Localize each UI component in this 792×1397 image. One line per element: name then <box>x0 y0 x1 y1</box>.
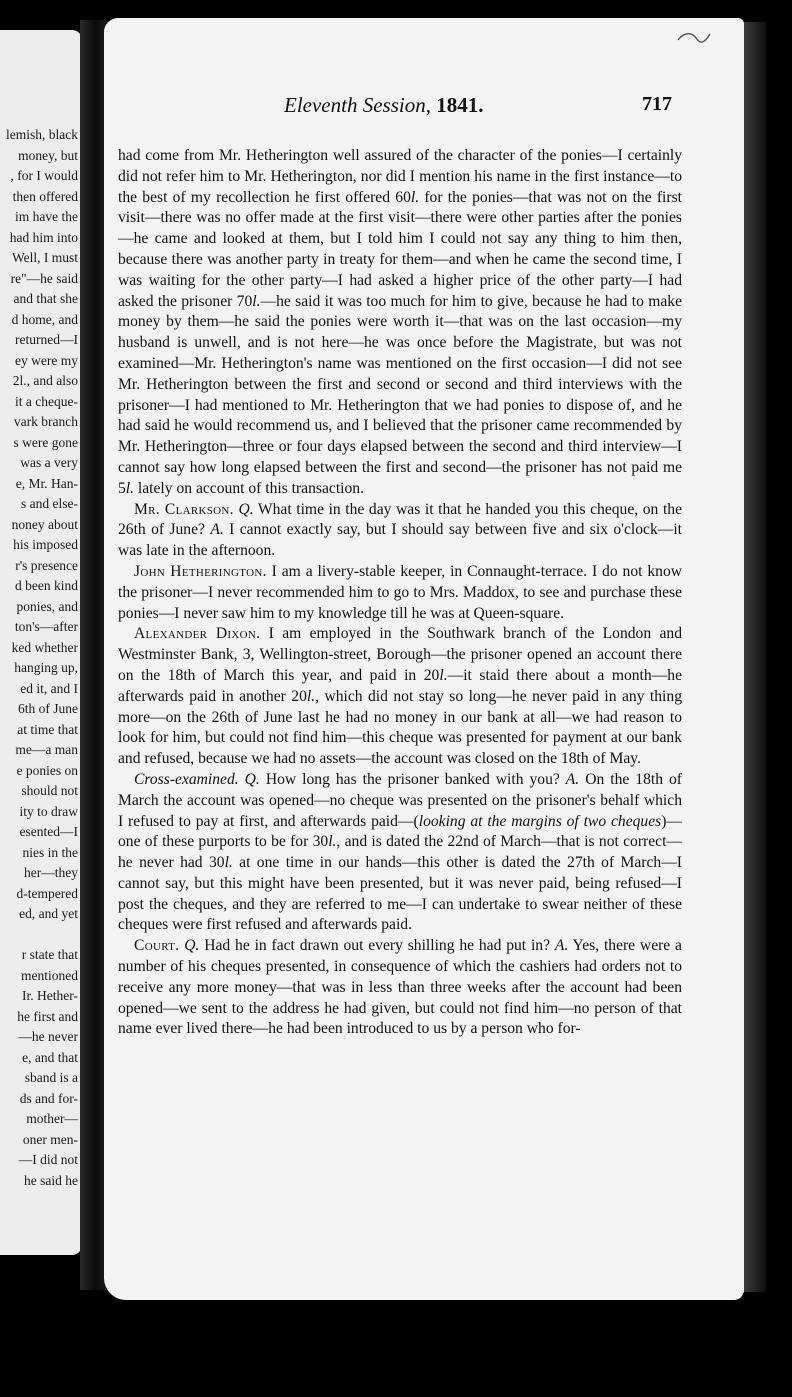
text-run: How long has the prisoner banked with you? <box>259 770 566 788</box>
left-page-line: r's presence <box>15 557 78 573</box>
paragraph <box>118 500 682 562</box>
text-run: , and is dated the 22nd of March—that is not correct—he never had 30 <box>118 833 683 872</box>
left-page-line: hanging up, <box>14 660 78 675</box>
left-page-line: noney about <box>11 516 78 532</box>
left-page-line: should not <box>21 783 78 798</box>
left-page-line: his imposed <box>13 537 78 552</box>
left-page-line: he first and <box>17 1008 78 1024</box>
text-run: for the ponies—that was not on the first visit—there was no offer made at the first visit—there were other parties after the ponies—he came and looked at them, but I told him I could not say any thing to him then, because there was another party in treaty for them—and when he came the second time, I was waiting for the other party—I had asked a higher price of the other party—I had asked the prisoner 70 <box>118 188 682 310</box>
left-page-line: ponies, and <box>16 598 78 614</box>
text-run: Q. <box>184 937 200 955</box>
left-page-line: sband is a <box>24 1070 78 1085</box>
left-page-line: mother— <box>26 1111 78 1126</box>
text-run: looking at the margins of two cheques <box>418 812 662 830</box>
running-head: Eleventh Session, 1841. <box>284 93 484 117</box>
left-page-line: e, and that <box>22 1049 78 1065</box>
left-page-line: returned—I <box>15 332 78 347</box>
left-page-line: was a very <box>20 455 78 470</box>
text-run: A. <box>210 521 224 539</box>
text-run: I cannot exactly say, but I should say between five and six o'clock—it was late in the afternoon. <box>118 521 683 560</box>
pencil-mark-icon <box>674 28 714 48</box>
book-page-edge <box>744 22 766 1292</box>
left-page-line: e, Mr. Han- <box>15 475 78 491</box>
left-page-line: ked whether <box>11 639 78 655</box>
text-run: A. <box>565 770 580 788</box>
left-page-line: ed it, and I <box>20 680 78 696</box>
left-page-line: esented—I <box>19 824 78 839</box>
left-page-line: ed, and yet <box>19 906 78 921</box>
text-run: Q. <box>238 500 254 518</box>
speaker-name: Mr. Clarkson. <box>134 500 234 518</box>
left-page-line: d home, and <box>11 311 78 327</box>
left-page-line: ds and for- <box>19 1090 78 1106</box>
left-page-fragment <box>0 30 82 1255</box>
text-run: l. <box>306 687 316 705</box>
left-page-line: at time that <box>17 721 78 737</box>
text-run: had come from Mr. Hetherington well assured of the character of the ponies—I certainly did not refer him to Mr. Hetherington, nor did I mention his name in the first instance—to the best of my recollection he first offered 60 <box>118 147 682 206</box>
left-page-line: lemish, black <box>6 127 78 142</box>
book-gutter <box>80 20 106 1290</box>
page-header <box>104 93 744 123</box>
left-page-line: money, but <box>18 147 78 163</box>
paragraph <box>118 624 682 770</box>
text-run: I am employed in the Southwark branch of the London and Westminster Bank, 3, Wellington-street, Borough—the prisoner opened an account there on the 18th of March this year, and paid in 20 <box>118 625 682 684</box>
left-page-line: —I did not <box>18 1152 78 1167</box>
running-head-year: 1841. <box>436 93 484 117</box>
left-page-line: then offered <box>12 188 78 204</box>
text-run: What time in the day was it that he handed you this cheque, on the 26th of June? <box>118 500 682 539</box>
text-run: l. <box>224 854 233 872</box>
left-page-line: and that she <box>13 291 78 306</box>
text-run: l. <box>125 479 135 497</box>
body-text <box>118 146 682 1040</box>
left-page-line: re"—he said <box>10 270 78 286</box>
left-page-line: d-tempered <box>16 885 78 901</box>
text-run: at one time in our hands—this other is dated the 27th of March—I cannot say, but this might have been presented, but it was never paid, being refused—I post the cheques, and they are referred to me—I can undertake to swear neither of these cheques were first refused and afterwards paid. <box>118 854 682 934</box>
text-run: l. <box>252 292 261 310</box>
left-page-line: im have the <box>15 209 78 224</box>
left-page-line: me—a man <box>15 742 78 757</box>
left-page-line: s and else- <box>21 496 78 511</box>
left-page-line: e ponies on <box>16 762 78 778</box>
left-page-line: it a cheque- <box>15 393 78 409</box>
paragraph <box>118 936 682 1040</box>
right-page <box>104 18 744 1300</box>
left-page-line: mentioned <box>21 967 78 983</box>
text-run: l. <box>410 188 420 206</box>
speaker-name: Court. <box>134 937 180 955</box>
text-run: )—one of these purports to be for 30 <box>118 812 682 851</box>
left-page-line: he said he <box>24 1172 78 1188</box>
text-run: Yes, there were a number of his cheques presented, in consequence of which the cashiers had orders not to receive any more money—that was in less than three weeks after the account had been opened—we sent to the address he had given, but could not find him—no person of that name ever lived there—he had been introduced to us by a person who for- <box>118 937 682 1038</box>
left-page-line: nies in the <box>22 844 78 860</box>
text-run: l. <box>328 833 337 851</box>
text-run: lately on account of this transaction. <box>134 479 364 497</box>
text-run: Had he in fact drawn out every shilling he had put in? <box>199 937 555 955</box>
left-page-line: , for I would <box>10 168 78 183</box>
left-page-line: 2l., and also <box>12 373 78 388</box>
left-page-line: Well, I must <box>11 250 78 265</box>
left-page-line: d been kind <box>15 578 78 593</box>
left-page-line: ton's—after <box>14 619 78 634</box>
text-run: On the 18th of March the account was opened—no cheque was presented on the prisoner's behalf which I refused to pay at first, and afterwards paid—( <box>118 770 682 830</box>
text-run: I am a livery-stable keeper, in Connaught-terrace. I do not know the prisoner—I never recommended him to go to Mrs. Maddox, to see and purchase these ponies—I never saw him to my knowledge till he was at Queen-square. <box>118 562 682 622</box>
text-run: —it staid there about a month—he afterwards paid in another 20 <box>118 666 682 705</box>
text-run: —he said it was too much for him to give, because he had to make money by them—he said the ponies were worth it—that was on the last occasion—my husband is unwell, and is not here—he was once before the Magistrate, but was not examined—Mr. Hetherington's name was mentioned on the first occasion—I did not see Mr. Hetherington between the first and second or second and third interviews with the prisoner—I had mentioned to Mr. Hetherington that we had ponies to dispose of, and he had said he would recommend us, and I believed that the prisoner came recommended by Mr. Hetherington—three or four days elapsed between the second and third interview—I cannot say how long elapsed between the first and second—the prisoner has not paid me 5 <box>118 292 682 497</box>
paragraph <box>118 770 682 936</box>
speaker-name: John Hetherington. <box>134 562 267 580</box>
text-run: l. <box>439 666 448 684</box>
left-page-line: —he never <box>18 1029 78 1044</box>
text-run: Cross-examined. <box>134 770 239 788</box>
left-page-line: s were gone <box>13 434 78 450</box>
speaker-name: Alexander Dixon. <box>134 625 261 643</box>
left-page-line: r state that <box>21 947 78 962</box>
text-run: Q. <box>244 770 260 788</box>
left-page-line: vark branch <box>13 414 78 429</box>
paragraph <box>118 562 682 624</box>
paragraph <box>118 146 682 500</box>
page-number: 717 <box>642 93 672 115</box>
left-page-line: 6th of June <box>18 701 78 716</box>
left-page-line: oner men- <box>22 1131 78 1147</box>
left-page-line: ey were my <box>15 352 78 368</box>
left-page-line: ity to draw <box>19 803 78 819</box>
left-page-line: had him into <box>9 229 78 245</box>
left-page-line: Ir. Hether- <box>22 988 78 1003</box>
text-run: , which did not stay so long—he never paid in any thing more—on the 26th of June last he had no money in our bank at all—we had reason to look for him, but could not find him—this cheque was presented for payment at our bank and refused, because we had no assets—the account was closed on the 18th of May. <box>118 687 682 768</box>
text-run: A. <box>554 937 569 955</box>
left-page-line: her—they <box>24 865 78 880</box>
